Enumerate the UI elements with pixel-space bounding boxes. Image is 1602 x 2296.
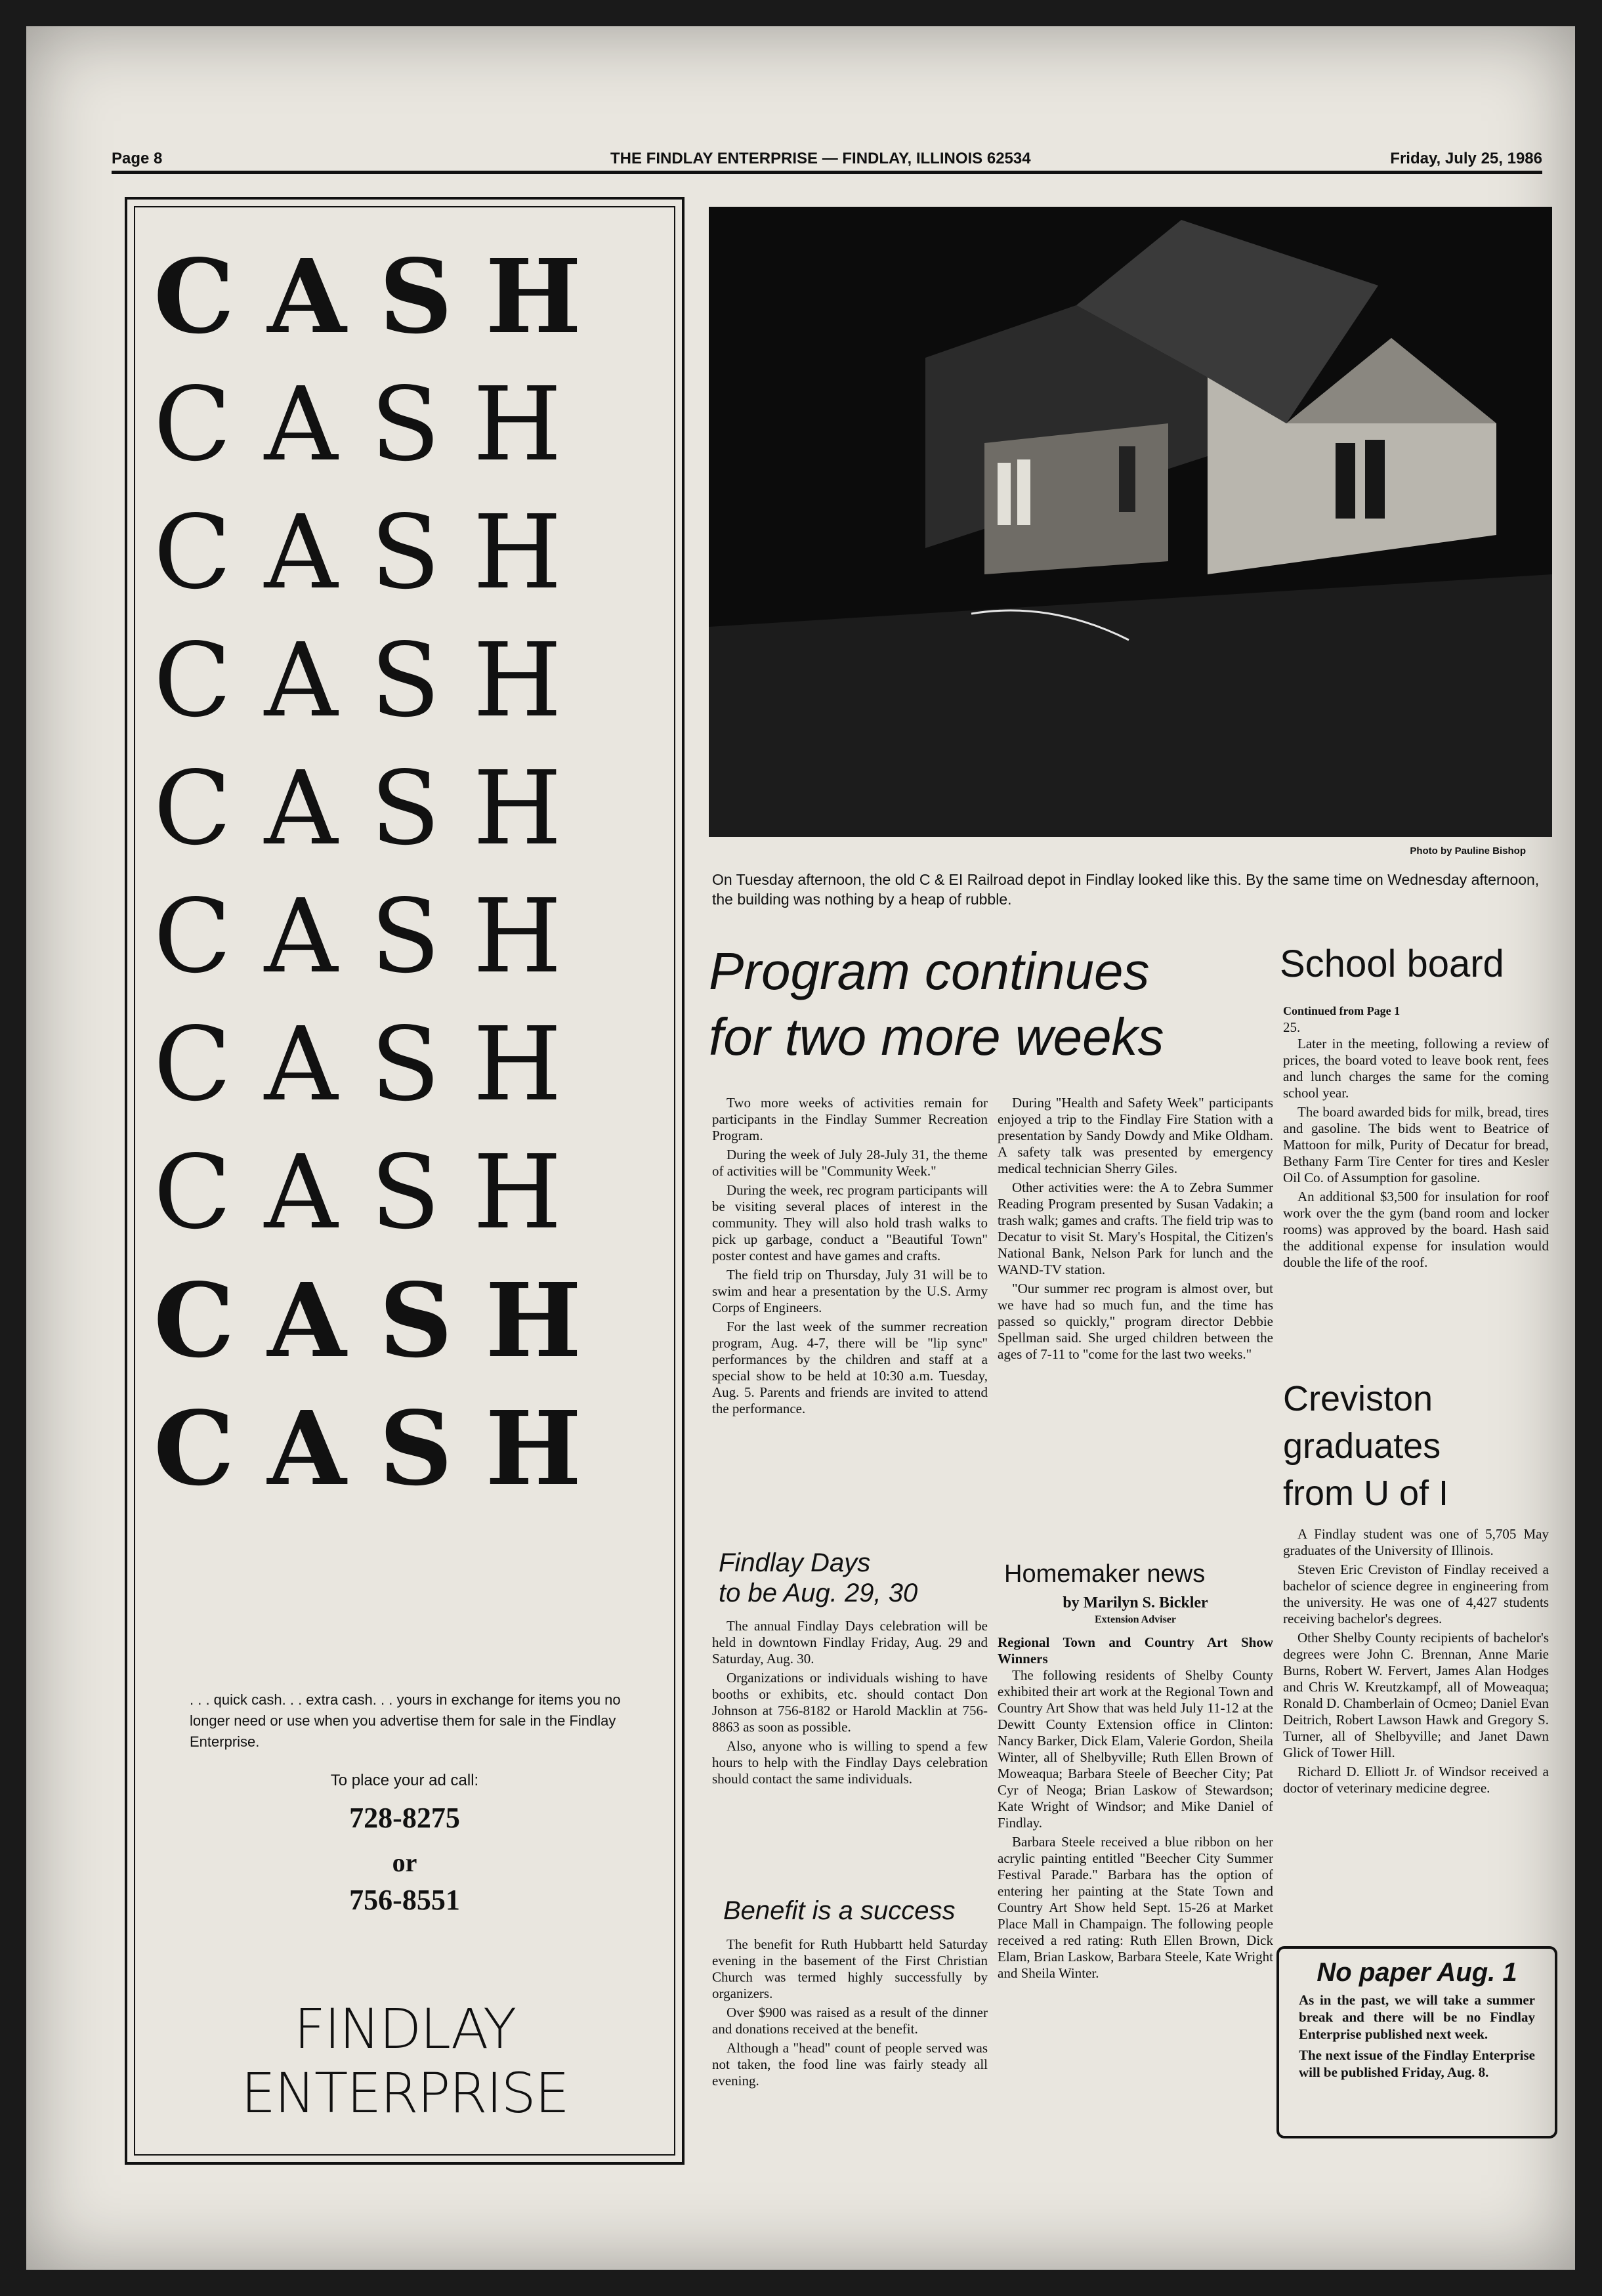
article-paragraph: Organizations or individuals wishing to have booths or exhibits, etc. should contact Don Johnson at 756-8182 or Harold Macklin at 756-8863 as soon as possible.: [712, 1670, 988, 1735]
depot-photo-image: [709, 207, 1552, 837]
notice-headline: No paper Aug. 1: [1317, 1958, 1517, 1987]
page-header: [112, 144, 1542, 174]
ad-call-label: To place your ad call:: [330, 1772, 479, 1789]
notice-paragraph: As in the past, we will take a summer break and there will be no Findlay Enterprise published next week.: [1299, 1992, 1535, 2042]
masthead-line: THE FINDLAY ENTERPRISE — FINDLAY, ILLINOIS 62534: [610, 150, 1031, 167]
cash-word: CASH: [154, 1388, 615, 1508]
cash-word: CASH: [154, 1005, 595, 1124]
ad-logo-line2: ENTERPRISE: [241, 2061, 568, 2125]
creviston-headline-line2: graduates: [1283, 1426, 1441, 1466]
creviston-column: [1283, 1526, 1549, 1799]
homemaker-byline-title: Extension Adviser: [1094, 1614, 1176, 1625]
findlay-days-headline-line2: to be Aug. 29, 30: [719, 1579, 918, 1607]
article-paragraph: The following residents of Shelby County exhibited their art work at the Regional Town and Country Art Show that was held July 11-12 at the Dewitt County Extension office in Clinton: Nancy Barker, Dick Elam, Valerie Gordon, Sheila Winter, all of Shelbyville; Ruth Ellen Brown of Moweaqua; Barbara Steele of Beecher City; Pat Cyr of Neoga; Brian Laskow of Stewardson; Kate Wright of Windsor; and Mike Daniel of Findlay.: [998, 1667, 1273, 1831]
school-board-column: [1283, 1003, 1549, 1273]
article-paragraph: Richard D. Elliott Jr. of Windsor received a doctor of veterinary medicine degree.: [1283, 1764, 1549, 1796]
article-paragraph: Later in the meeting, following a review of prices, the board voted to leave book rent, fees and lunch charges the same for the coming school year.: [1283, 1036, 1549, 1101]
article-paragraph: Barbara Steele received a blue ribbon on her acrylic painting entitled "Beecher City Summer Festival Parade." Barbara has the option of entering her painting at the State Town and Country Art Show held Sept. 15-26 at Market Place Mall in Champaign. The following people received a red rating: Ruth Ellen Brown, Dick Elam, Brian Laskow, Barbara Steele, Kate Wright and Sheila Winter.: [998, 1834, 1273, 1981]
article-paragraph: During the week of July 28-July 31, the theme of activities will be "Community Week.": [712, 1147, 988, 1179]
ad-logo-line1: FINDLAY: [293, 1997, 516, 2061]
continued-note: Continued from Page 1: [1283, 1004, 1401, 1017]
benefit-headline: Benefit is a success: [723, 1896, 956, 1925]
article-paragraph: Over $900 was raised as a result of the dinner and donations received at the benefit.: [712, 2005, 988, 2037]
creviston-headline-line3: from U of I: [1283, 1474, 1449, 1513]
page-number: Page 8: [112, 150, 163, 167]
program-headline-line1: Program continues: [709, 942, 1150, 1000]
article-paragraph: "Our summer rec program is almost over, but we have had so much fun, and the time has passed so quickly," program director Debbie Spellman said. She urged children between the ages of 7-11 to "come for the last two weeks.": [998, 1281, 1273, 1362]
findlay-days-headline-line1: Findlay Days: [719, 1548, 871, 1577]
creviston-headline-line1: Creviston: [1283, 1379, 1433, 1418]
findlay-days-column: [712, 1618, 988, 1790]
notice-paragraph: The next issue of the Findlay Enterprise will be published Friday, Aug. 8.: [1299, 2047, 1535, 2080]
cash-word: CASH: [154, 1133, 595, 1252]
cash-word: CASH: [154, 877, 595, 996]
cash-word: CASH: [154, 365, 595, 484]
article-paragraph: During the week, rec program participants will be visiting several places of interest in the community. They will also hold trash walks to pick up garbage, conduct a "Beautiful Town" poster contest and have games and crafts.: [712, 1182, 988, 1264]
photo-caption: On Tuesday afternoon, the old C & EI Railroad depot in Findlay looked like this. By the same time on Wednesday afternoon, the building was nothing by a heap of rubble.: [712, 871, 1540, 908]
cash-word: CASH: [154, 493, 595, 612]
article-paragraph: Also, anyone who is willing to spend a few hours to help with the Findlay Days celebration should contact the same individuals.: [712, 1738, 988, 1787]
program-column-2: [998, 1095, 1273, 1365]
article-fragment: 25.: [1283, 1019, 1301, 1035]
article-paragraph: Other activities were: the A to Zebra Summer Reading Program presented by Susan Vadakin; a trash walk; games and crafts. The field trip was to Decatur to visit St. Mary's Hospital, the Citizen's National Bank, Nelson Park for lunch and the WAND-TV station.: [998, 1180, 1273, 1277]
article-paragraph: During "Health and Safety Week" participants enjoyed a trip to the Findlay Fire Station with a presentation by Sandy Dowdy and Mike Oldham. A safety talk was presented by emergency medical technician Sherry Giles.: [998, 1095, 1273, 1176]
benefit-column: [712, 1936, 988, 2092]
newspaper-page: [26, 26, 1575, 2270]
ad-phone-1: 728-8275: [349, 1802, 460, 1834]
cash-word: CASH: [154, 749, 595, 868]
cash-word: CASH: [154, 236, 615, 356]
ad-phone-2: 756-8551: [349, 1884, 460, 1916]
depot-photo: [709, 207, 1552, 837]
cash-word: CASH: [154, 621, 595, 740]
cash-word-list: [154, 232, 659, 1512]
article-paragraph: Although a "head" count of people served was not taken, the food line was fairly steady all evening.: [712, 2040, 988, 2089]
homemaker-headline: Homemaker news: [1004, 1560, 1206, 1588]
article-paragraph: The annual Findlay Days celebration will be held in downtown Findlay Friday, Aug. 29 and Saturday, Aug. 30.: [712, 1618, 988, 1667]
homemaker-column: [998, 1595, 1273, 1984]
ad-body-text: . . . quick cash. . . extra cash. . . yours in exchange for items you no longer need or use when you advertise them for sale in the Findlay Enterprise.: [190, 1691, 621, 1750]
article-paragraph: The board awarded bids for milk, bread, tires and gasoline. The bids went to Beatrice of Mattoon for milk, Purity of Decatur for bread, Bethany Farm Tire Center for tires and Kesler Oil Co. of Assumption for gasoline.: [1283, 1104, 1549, 1185]
article-paragraph: For the last week of the summer recreation program, Aug. 4-7, there will be "lip sync" performances by the children and staff at a special show to be held at 10:30 a.m. Tuesday, Aug. 5. Parents and friends are invited to attend the performance.: [712, 1319, 988, 1416]
issue-date: Friday, July 25, 1986: [1390, 150, 1542, 167]
findlay-days-headline: [719, 1548, 917, 1608]
article-paragraph: The benefit for Ruth Hubbartt held Saturday evening in the basement of the First Christian Church was termed highly successfully by organizers.: [712, 1936, 988, 2001]
homemaker-byline: by Marilyn S. Bickler: [1063, 1594, 1208, 1611]
ad-or: or: [392, 1848, 417, 1877]
article-paragraph: An additional $3,500 for insulation for roof work over the the gym (band room and locker rooms) was approved by the board. Hash said the additional expense for insulation would double the life of the roof.: [1283, 1189, 1549, 1270]
cash-advertisement: [125, 197, 685, 2165]
creviston-headline: [1283, 1375, 1546, 1517]
homemaker-subhead: Regional Town and Country Art Show Winners: [998, 1634, 1273, 1667]
program-column-1: [712, 1095, 988, 1420]
article-paragraph: Two more weeks of activities remain for participants in the Findlay Summer Recreation Program.: [712, 1095, 988, 1143]
article-paragraph: The field trip on Thursday, July 31 will be to swim and hear a presentation by the U.S. Army Corps of Engineers.: [712, 1267, 988, 1315]
article-paragraph: Other Shelby County recipients of bachelor's degrees were John C. Brennan, Anne Marie Burns, Robert W. Fervert, James Alan Hodges and Chris W. Kreutzkampf, all of Moweaqua; Ronald D. Chamberlain of Ocmeo; Daniel Evan Deitrich, Robert Lawson Hawk and Gregory S. Turner, all of Shelbyville; and Janet Dawn Glick of Tower Hill.: [1283, 1630, 1549, 1760]
article-paragraph: Steven Eric Creviston of Findlay received a bachelor of science degree in engineering from the university. He was one of 4,427 students receiving bachelor's degrees.: [1283, 1562, 1549, 1626]
school-board-headline: School board: [1280, 943, 1504, 985]
program-headline-line2: for two more weeks: [709, 1008, 1164, 1066]
no-paper-notice: [1276, 1946, 1557, 2138]
photo-credit: Photo by Pauline Bishop: [1410, 845, 1526, 857]
notice-body: [1279, 1988, 1555, 2085]
cash-word: CASH: [154, 1260, 615, 1380]
article-paragraph: A Findlay student was one of 5,705 May graduates of the University of Illinois.: [1283, 1526, 1549, 1558]
program-headline: [709, 939, 1273, 1070]
